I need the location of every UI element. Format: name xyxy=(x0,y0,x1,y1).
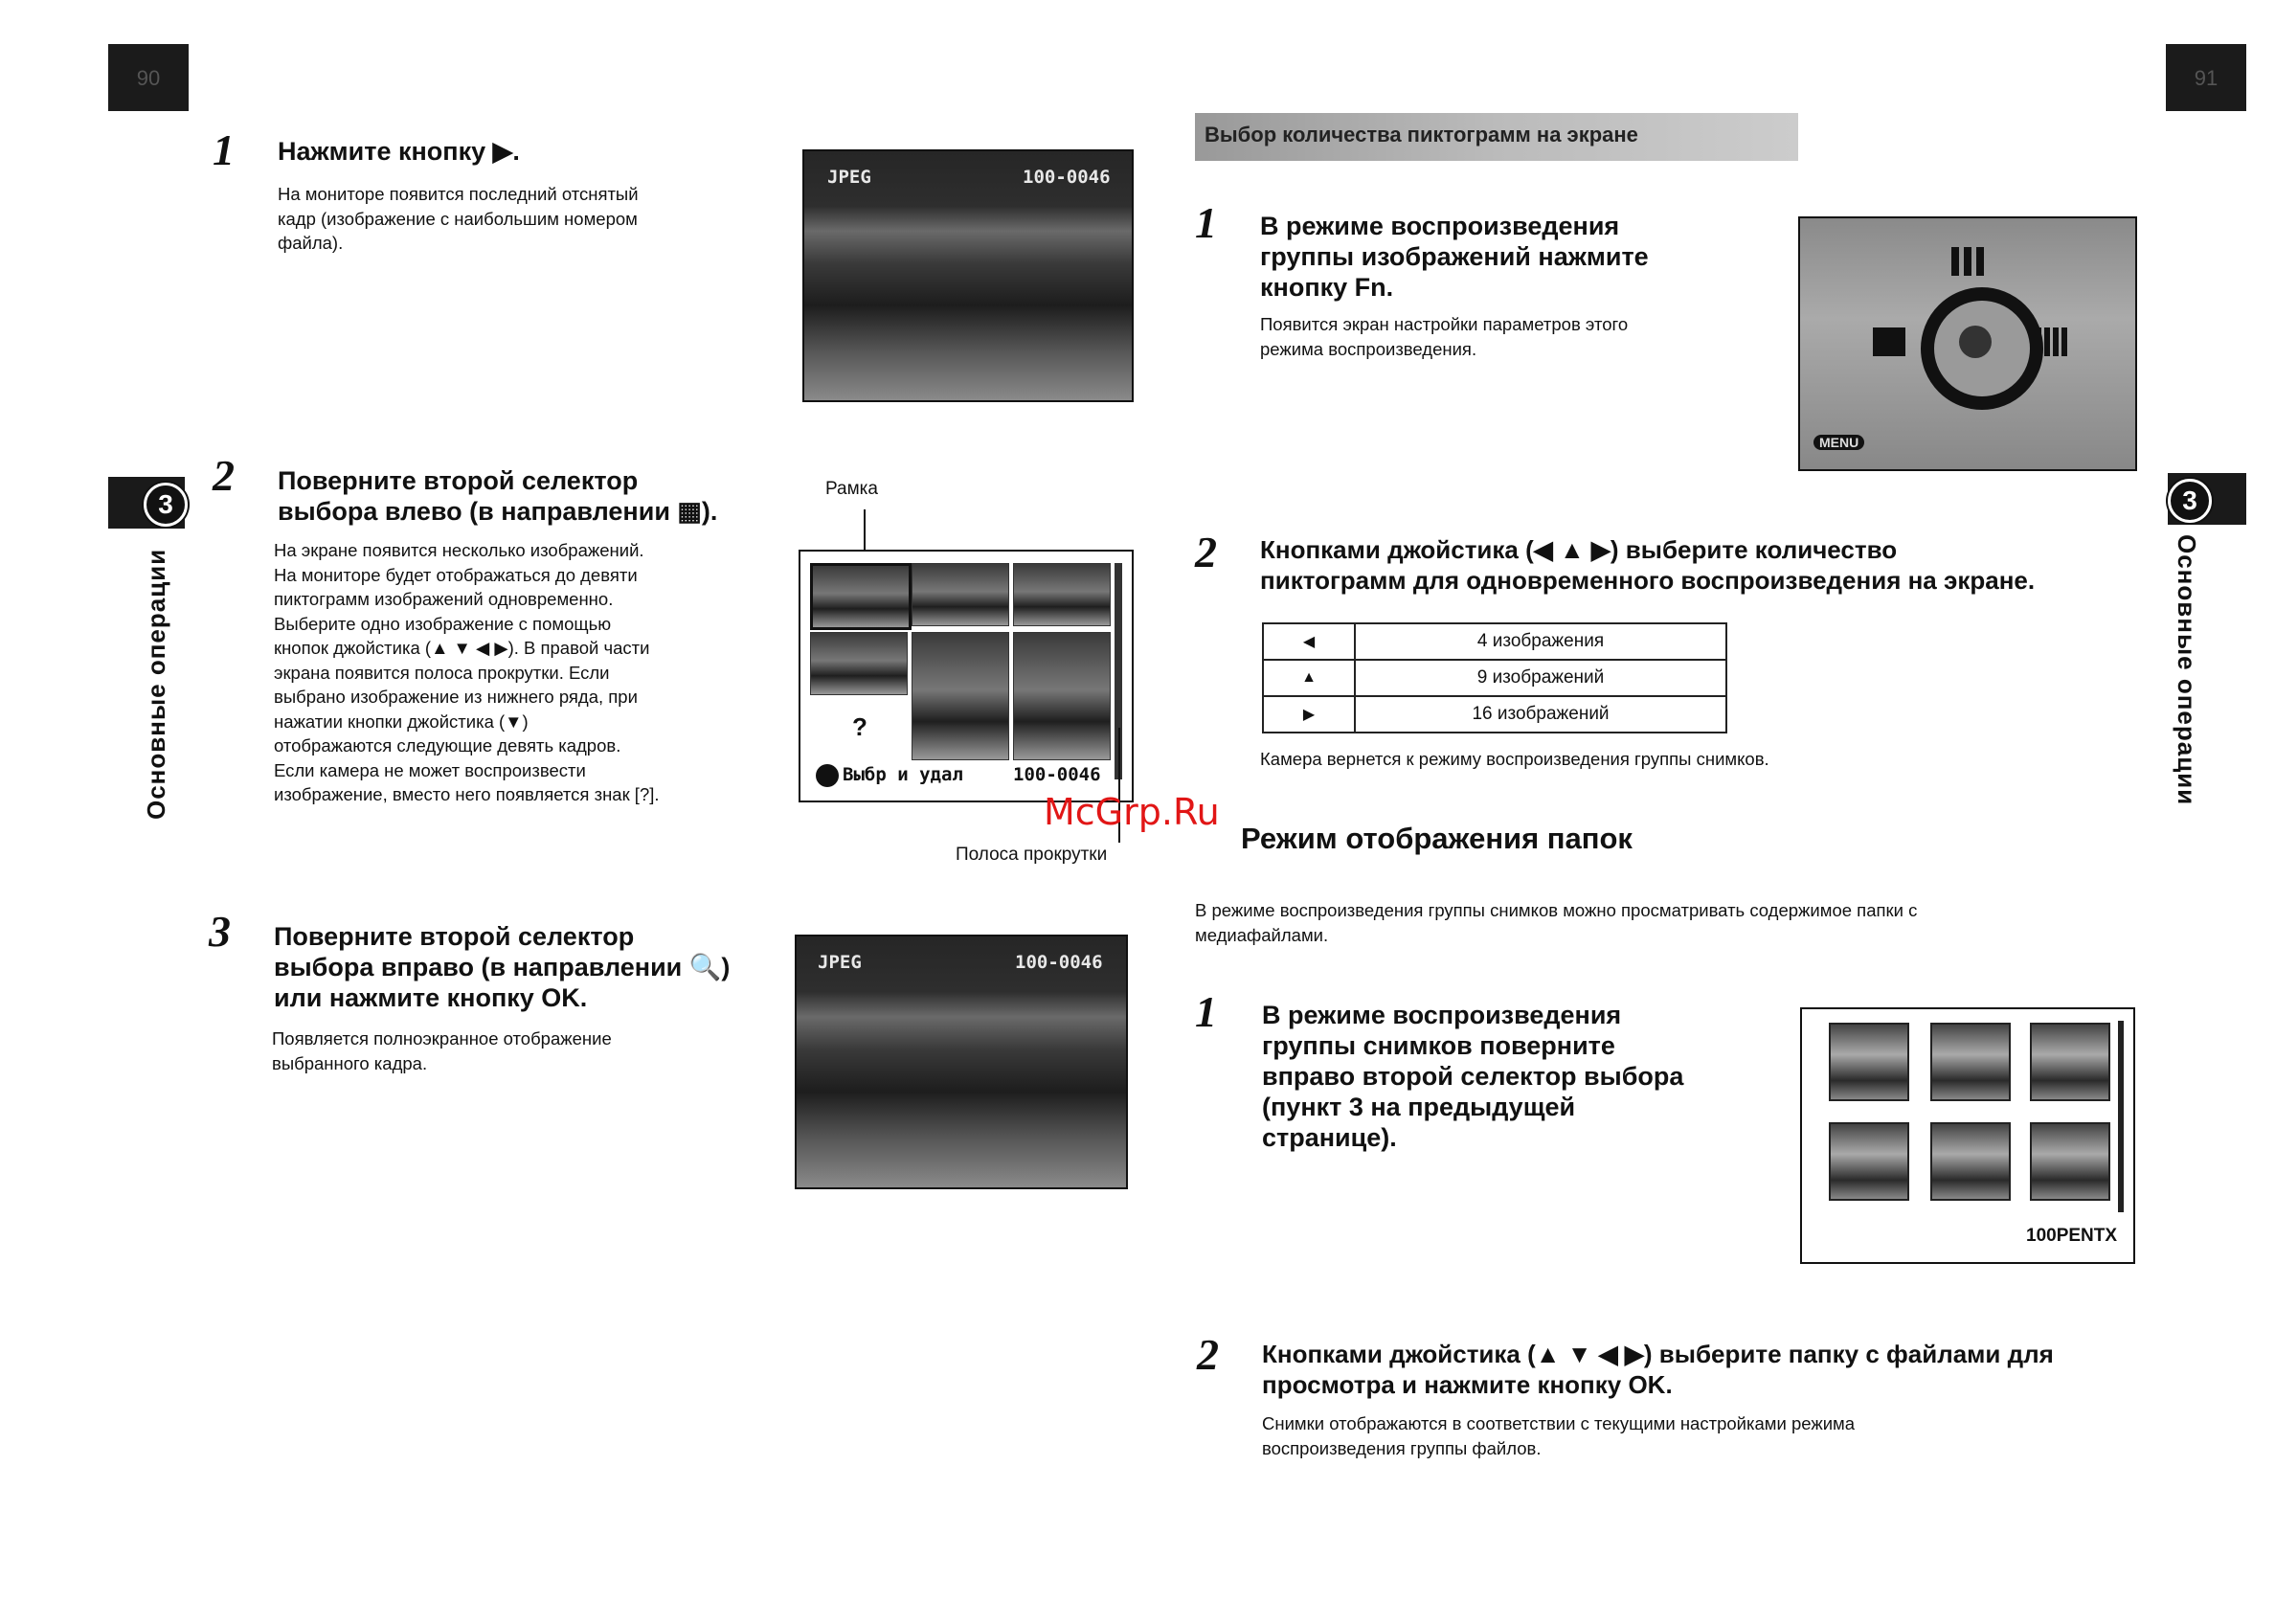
text-line: На мониторе будет отображаться до девяти xyxy=(274,564,638,585)
text-line: На мониторе появится последний отснятый xyxy=(278,184,639,204)
title-line: Кнопками джойстика (▲ ▼ ◀ ▶) выберите папку с файлами для xyxy=(1262,1340,2054,1368)
folder-thumbnail xyxy=(1930,1023,2011,1101)
table-cell: 16 изображений xyxy=(1355,696,1726,733)
camera-screen-fn xyxy=(1798,216,2137,471)
left-step1-title: Нажмите кнопку ▶. xyxy=(278,137,520,166)
left-step3-number: 3 xyxy=(209,907,231,956)
right-arrow-icon: ▶ xyxy=(1263,696,1355,733)
file-number: 100-0046 xyxy=(1023,167,1111,188)
title-line: Поверните второй селектор xyxy=(274,922,635,951)
text-line: файла). xyxy=(278,233,344,253)
right-step4-title xyxy=(1262,1339,2162,1400)
right-step2-note: Камера вернется к режиму воспроизведения группы снимков. xyxy=(1260,749,1769,769)
camera-screen-folders xyxy=(1800,1007,2135,1264)
title-line: группы изображений нажмите xyxy=(1260,242,1649,271)
joystick-center xyxy=(1959,326,1992,358)
trash-icon xyxy=(816,764,839,787)
title-line: кнопку Fn. xyxy=(1260,273,1394,302)
text-line: пиктограмм изображений одновременно. xyxy=(274,589,614,609)
camera-screen-single xyxy=(802,149,1134,402)
left-step3-title xyxy=(274,921,781,1013)
title-line: просмотра и нажмите кнопку OK. xyxy=(1262,1370,1673,1399)
title-line: вправо второй селектор выбора xyxy=(1262,1062,1684,1091)
left-step2-title xyxy=(278,465,776,527)
text-line: нажатии кнопки джойстика (▼) xyxy=(274,710,529,732)
folder-thumbnail xyxy=(1829,1023,1909,1101)
text-line: В режиме воспроизведения группы снимков можно просматривать содержимое папки с xyxy=(1195,900,1918,920)
right-step4-number: 2 xyxy=(1197,1330,1219,1379)
table-row xyxy=(1263,696,1726,733)
right-page-number: 91 xyxy=(2166,44,2246,111)
title-line: В режиме воспроизведения xyxy=(1262,1001,1622,1029)
title-line: пиктограмм для одновременного воспроизведения на экране. xyxy=(1260,566,2036,595)
thumbnail-1 xyxy=(810,563,912,630)
table-cell: 4 изображения xyxy=(1355,623,1726,660)
frame-callout-label: Рамка xyxy=(825,479,878,499)
left-page-number: 90 xyxy=(108,44,189,111)
up-arrow-icon: ▲ xyxy=(1263,660,1355,696)
text-line: Снимки отображаются в соответствии с текущими настройками режима xyxy=(1262,1413,1856,1433)
text-line: воспроизведения группы файлов. xyxy=(1262,1437,1542,1458)
right-step1-title xyxy=(1260,211,1758,303)
text-line: Появится экран настройки параметров этого xyxy=(1260,314,1629,334)
title-line: группы снимков поверните xyxy=(1262,1031,1615,1060)
left-step1-number: 1 xyxy=(213,125,235,174)
right-step1-text xyxy=(1260,312,1758,361)
left-step3-text xyxy=(272,1026,770,1075)
right-step4-text xyxy=(1262,1411,2143,1460)
title-line: или нажмите кнопку OK. xyxy=(274,983,588,1012)
folder-name-label: 100PENTX xyxy=(2026,1226,2118,1246)
camera-screen-grid xyxy=(799,550,1134,802)
thumbnail-6 xyxy=(1013,632,1111,760)
left-arrow-icon: ◀ xyxy=(1263,623,1355,660)
right-chapter-label: Основные операции xyxy=(2173,534,2201,806)
title-line: выбора влево (в направлении ▦). xyxy=(278,497,718,526)
text-line: Появляется полноэкранное отображение xyxy=(272,1028,612,1049)
text-line: выбрано изображение из нижнего ряда, при xyxy=(274,687,638,707)
left-step2-text xyxy=(274,538,777,807)
text-line: На экране появится несколько изображений. xyxy=(274,540,644,560)
thumbnail-count-table xyxy=(1262,622,1727,733)
right-step2-number: 2 xyxy=(1195,528,1217,576)
section-banner-text: Выбор количества пиктограмм на экране xyxy=(1205,123,1638,147)
scroll-bar xyxy=(2118,1021,2124,1212)
folder-thumbnail xyxy=(2030,1122,2110,1201)
format-label: JPEG xyxy=(818,952,862,973)
text-line: медиафайлами. xyxy=(1195,924,1329,945)
unknown-image-mark: ? xyxy=(852,712,867,741)
thumbnail-5 xyxy=(912,632,1009,760)
camera-screen-fullscreen xyxy=(795,935,1128,1189)
text-line: Выберите одно изображение с помощью xyxy=(274,613,612,634)
text-line: кнопок джойстика (▲ ▼ ◀ ▶). В правой части xyxy=(274,638,650,658)
table-row xyxy=(1263,660,1726,696)
right-chapter-number: 3 xyxy=(2168,479,2212,523)
text-line: кадр (изображение с наибольшим номером xyxy=(278,208,638,229)
folder-thumbnail xyxy=(1930,1122,2011,1201)
thumbnail-2 xyxy=(912,563,1009,626)
menu-badge: MENU xyxy=(1813,435,1864,450)
text-line: отображаются следующие девять кадров. xyxy=(274,735,621,756)
right-step2-title xyxy=(1260,534,2160,596)
folder-thumbnail xyxy=(2030,1023,2110,1101)
title-line: (пункт 3 на предыдущей xyxy=(1262,1093,1576,1121)
watermark: McGrp.Ru xyxy=(1044,791,1220,833)
text-line: экрана появится полоса прокрутки. Если xyxy=(274,662,610,683)
title-line: выбора вправо (в направлении 🔍) xyxy=(274,953,731,981)
left-step2-number: 2 xyxy=(213,451,235,500)
right-step3-number: 1 xyxy=(1195,987,1217,1036)
left-chapter-label: Основные операции xyxy=(142,548,170,820)
folder-section-title: Режим отображения папок xyxy=(1241,822,1633,855)
bottom-action-text: Выбр и удал xyxy=(843,764,963,785)
thumbnail-4 xyxy=(810,632,908,695)
right-step1-number: 1 xyxy=(1195,198,1217,247)
left-step1-text xyxy=(278,182,776,256)
folder-section-intro xyxy=(1195,898,2152,947)
text-line: Если камера не может воспроизвести xyxy=(274,759,586,780)
table-cell: 9 изображений xyxy=(1355,660,1726,696)
text-line: режима воспроизведения. xyxy=(1260,338,1477,359)
nine-grid-icon xyxy=(1951,247,1984,276)
scroll-callout-label: Полоса прокрутки xyxy=(956,845,1108,865)
right-step3-title xyxy=(1262,1000,1760,1153)
format-label: JPEG xyxy=(827,167,871,188)
folder-thumbnail xyxy=(1829,1122,1909,1201)
grid-file-number: 100-0046 xyxy=(1013,764,1101,785)
left-chapter-number: 3 xyxy=(144,483,188,527)
title-line: странице). xyxy=(1262,1123,1397,1152)
thumbnail-3 xyxy=(1013,563,1111,626)
text-line: изображение, вместо него появляется знак [?]. xyxy=(274,784,660,804)
title-line: В режиме воспроизведения xyxy=(1260,212,1620,240)
title-line: Кнопками джойстика (◀ ▲ ▶) выберите количество xyxy=(1260,535,1898,564)
four-grid-icon xyxy=(1873,327,1905,356)
title-line: Поверните второй селектор xyxy=(278,466,639,495)
table-row xyxy=(1263,623,1726,660)
file-number: 100-0046 xyxy=(1015,952,1103,973)
text-line: выбранного кадра. xyxy=(272,1052,428,1073)
